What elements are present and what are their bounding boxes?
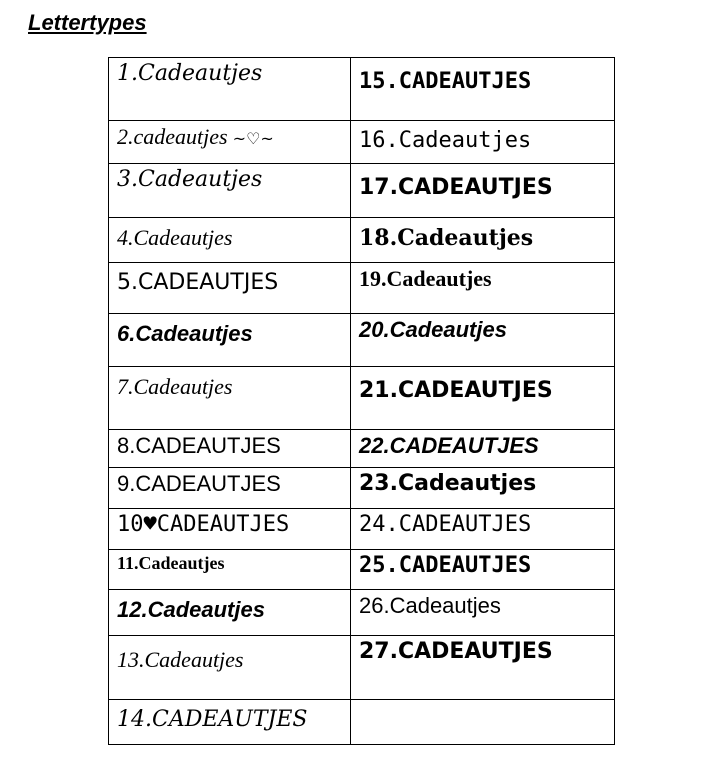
table-row xyxy=(109,58,615,121)
font-sample-22: 22.CADEAUTJES xyxy=(351,430,615,468)
font-sample-13: 13.Cadeautjes xyxy=(109,636,351,700)
font-sample-8: 8.CADEAUTJES xyxy=(109,430,351,468)
table-row xyxy=(109,590,615,636)
font-sample-11: 11.Cadeautjes xyxy=(109,550,351,590)
table-row xyxy=(109,218,615,263)
empty-cell xyxy=(351,700,615,745)
font-sample-17: 17.CADEAUTJES xyxy=(351,164,615,218)
font-sample-10: 10♥CADEAUTJES xyxy=(109,509,351,550)
font-table xyxy=(108,57,615,745)
font-sample-1: 1.Cadeautjes xyxy=(109,58,351,121)
table-row xyxy=(109,468,615,509)
table-row xyxy=(109,121,615,164)
table-row xyxy=(109,164,615,218)
font-sample-25: 25.CADEAUTJES xyxy=(351,550,615,590)
table-row xyxy=(109,636,615,700)
table-row xyxy=(109,367,615,430)
font-sample-9: 9.CADEAUTJES xyxy=(109,468,351,509)
font-sample-23: 23.Cadeautjes xyxy=(351,468,615,509)
table-row xyxy=(109,700,615,745)
font-sample-24: 24.CADEAUTJES xyxy=(351,509,615,550)
font-sample-2: 2.cadeautjes ~♡~ xyxy=(109,121,351,164)
font-sample-26: 26.Cadeautjes xyxy=(351,590,615,636)
table-row xyxy=(109,263,615,314)
font-sample-16: 16.Cadeautjes xyxy=(351,121,615,164)
font-sample-4: 4.Cadeautjes xyxy=(109,218,351,263)
font-sample-19: 19.Cadeautjes xyxy=(351,263,615,314)
table-row xyxy=(109,550,615,590)
table-row xyxy=(109,314,615,367)
page-title: Lettertypes xyxy=(28,10,147,35)
font-sample-7: 7.Cadeautjes xyxy=(109,367,351,430)
font-sample-5: 5.CADEAUTJES xyxy=(109,263,351,314)
table-row xyxy=(109,430,615,468)
font-sample-21: 21.CADEAUTJES xyxy=(351,367,615,430)
font-sample-20: 20.Cadeautjes xyxy=(351,314,615,367)
font-sample-14: 14.CADEAUTJES xyxy=(109,700,351,745)
font-sample-3: 3.Cadeautjes xyxy=(109,164,351,218)
font-sample-12: 12.Cadeautjes xyxy=(109,590,351,636)
font-sample-6: 6.Cadeautjes xyxy=(109,314,351,367)
font-sample-18: 18.Cadeautjes xyxy=(351,218,615,263)
font-sample-27: 27.CADEAUTJES xyxy=(351,636,615,700)
font-sample-15: 15.CADEAUTJES xyxy=(351,58,615,121)
table-row xyxy=(109,509,615,550)
